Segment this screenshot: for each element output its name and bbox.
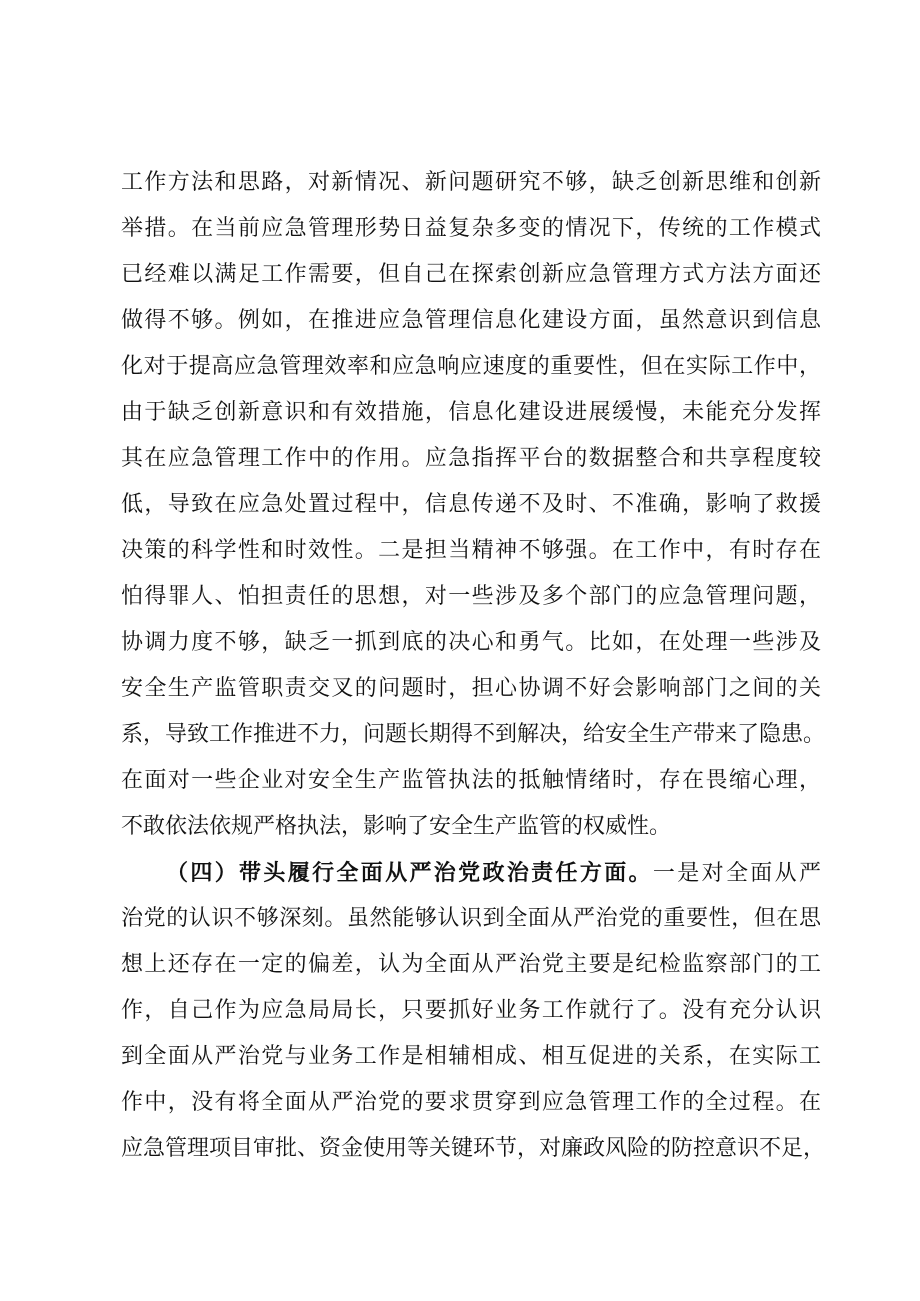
paragraph-line: 治党的认识不够深刻。虽然能够认识到全面从严治党的重要性，但在思 bbox=[121, 906, 821, 931]
paragraph-line: 安全生产监管职责交叉的问题时，担心协调不好会影响部门之间的关 bbox=[121, 676, 821, 701]
paragraph-line: 由于缺乏创新意识和有效措施，信息化建设进展缓慢，未能充分发挥 bbox=[121, 400, 821, 425]
paragraph-line: 低，导致在应急处置过程中，信息传递不及时、不准确，影响了救援 bbox=[121, 492, 821, 517]
paragraph-line: 到全面从严治党与业务工作是相辅相成、相互促进的关系，在实际工 bbox=[121, 1044, 821, 1069]
paragraph-line: 想上还存在一定的偏差，认为全面从严治党主要是纪检监察部门的工 bbox=[121, 952, 821, 977]
section-first-line-rest: 一是对全面从严 bbox=[652, 861, 821, 886]
paragraph-line: 不敢依法依规严格执法，影响了安全生产监管的权威性。 bbox=[121, 814, 672, 839]
paragraph-line: 做得不够。例如，在推进应急管理信息化建设方面，虽然意识到信息 bbox=[121, 308, 821, 333]
paragraph-line: 作，自己作为应急局局长，只要抓好业务工作就行了。没有充分认识 bbox=[121, 998, 821, 1023]
paragraph-line: 应急管理项目审批、资金使用等关键环节，对廉政风险的防控意识不足， bbox=[121, 1136, 826, 1161]
paragraph-line: 举措。在当前应急管理形势日益复杂多变的情况下，传统的工作模式 bbox=[121, 216, 821, 241]
paragraph-line: 协调力度不够，缺乏一抓到底的决心和勇气。比如，在处理一些涉及 bbox=[121, 630, 821, 655]
paragraph-line: 在面对一些企业对安全生产监管执法的抵触情绪时，存在畏缩心理， bbox=[121, 768, 821, 793]
paragraph-line: 其在应急管理工作中的作用。应急指挥平台的数据整合和共享程度较 bbox=[121, 446, 821, 471]
paragraph-line: 作中，没有将全面从严治党的要求贯穿到应急管理工作的全过程。在 bbox=[121, 1090, 821, 1115]
section-first-line bbox=[166, 850, 821, 896]
section-heading: （四）带头履行全面从严治党政治责任方面。 bbox=[166, 860, 653, 886]
paragraph-line: 系，导致工作推进不力，问题长期得不到解决，给安全生产带来了隐患。 bbox=[121, 722, 826, 747]
paragraph-line: 决策的科学性和时效性。二是担当精神不够强。在工作中，有时存在 bbox=[121, 538, 821, 563]
paragraph-line: 化对于提高应急管理效率和应急响应速度的重要性，但在实际工作中， bbox=[121, 354, 821, 379]
paragraph-line: 工作方法和思路，对新情况、新问题研究不够，缺乏创新思维和创新 bbox=[121, 170, 821, 195]
paragraph-line: 已经难以满足工作需要，但自己在探索创新应急管理方式方法方面还 bbox=[121, 262, 821, 287]
paragraph-line: 怕得罪人、怕担责任的思想，对一些涉及多个部门的应急管理问题， bbox=[121, 584, 821, 609]
